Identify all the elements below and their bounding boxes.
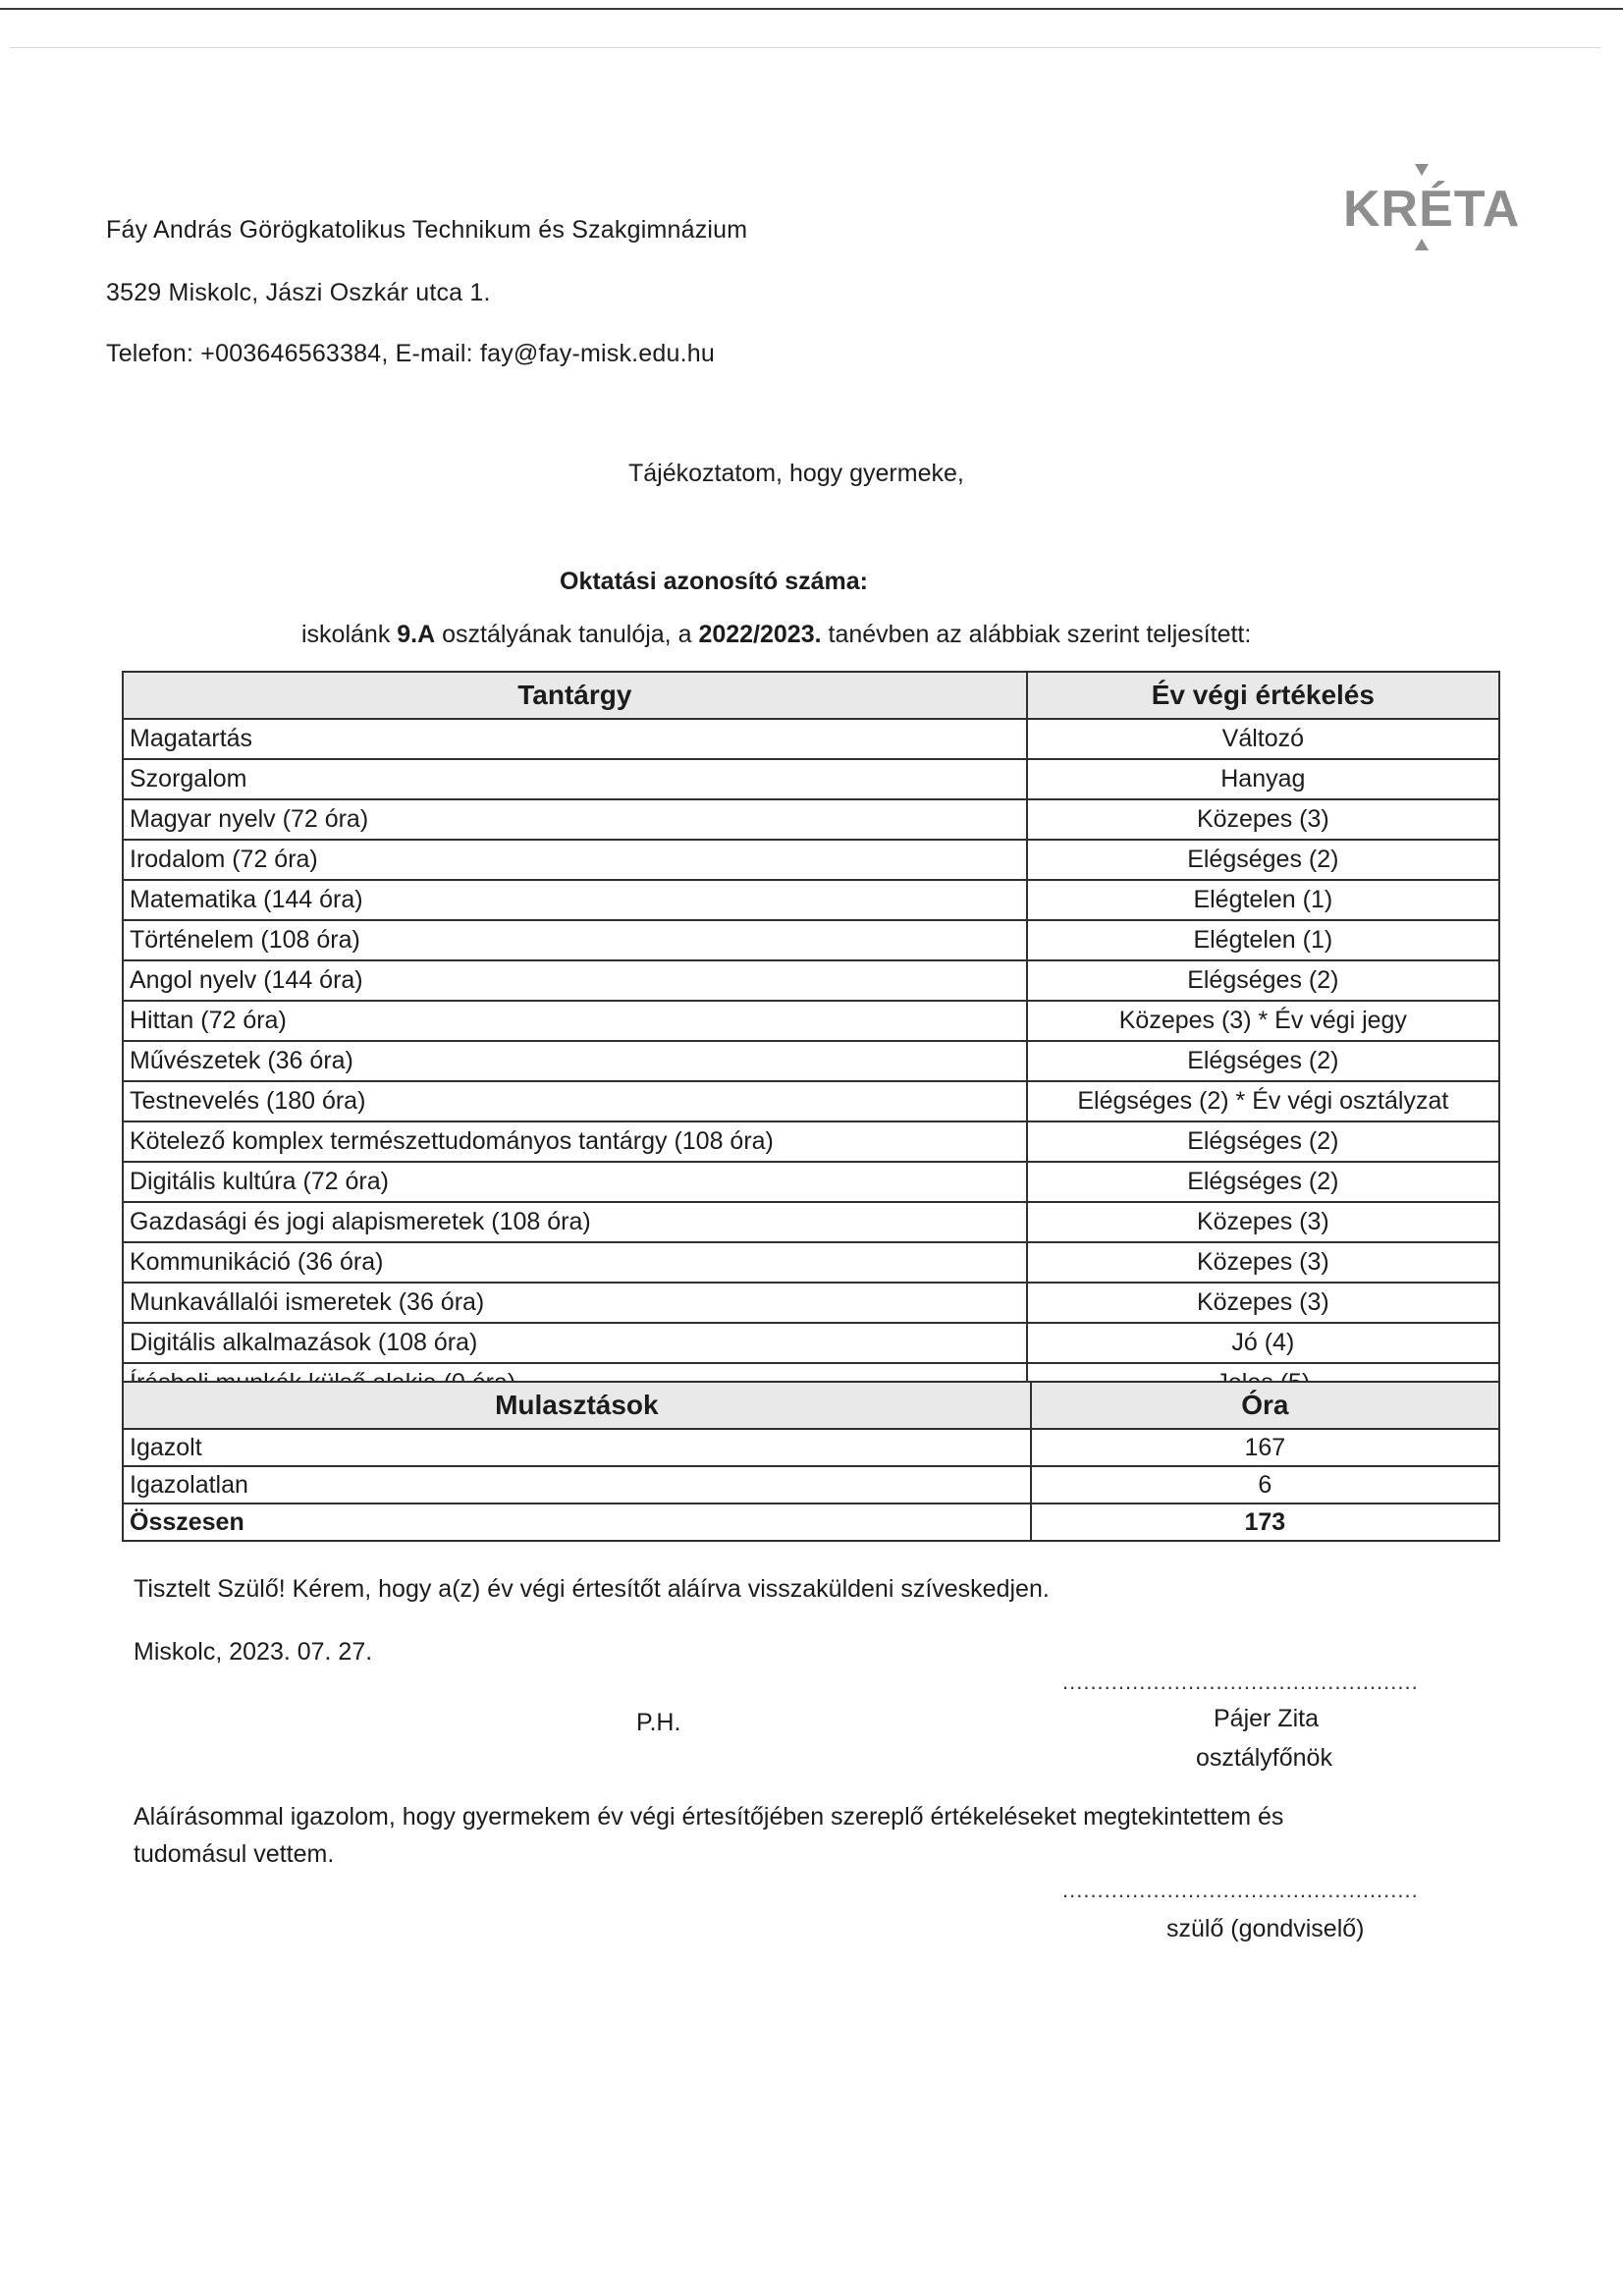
student-id-label: Oktatási azonosító száma: bbox=[560, 568, 868, 595]
grade-row bbox=[123, 1121, 1499, 1162]
grades-table bbox=[122, 671, 1500, 1404]
absence-row bbox=[123, 1466, 1499, 1503]
teacher-role: osztályfőnök bbox=[1196, 1744, 1332, 1772]
scan-edge-line bbox=[0, 8, 1623, 10]
grade-row bbox=[123, 1001, 1499, 1041]
grades-header-row bbox=[123, 672, 1499, 719]
absence-label-cell: Igazolt bbox=[123, 1429, 1031, 1466]
teacher-signature-line: ................................................... bbox=[1062, 1669, 1419, 1694]
grade-cell: Elégséges (2) bbox=[1027, 1041, 1499, 1081]
subject-cell: Kötelező komplex természettudományos tantárgy (108 óra) bbox=[123, 1121, 1027, 1162]
header-absences: Mulasztások bbox=[123, 1382, 1031, 1429]
scan-edge-line-light bbox=[10, 47, 1600, 48]
subject-cell: Kommunikáció (36 óra) bbox=[123, 1242, 1027, 1283]
subject-cell: Művészetek (36 óra) bbox=[123, 1041, 1027, 1081]
absences-total-row bbox=[123, 1503, 1499, 1541]
acknowledgement-line2: tudomásul vettem. bbox=[134, 1840, 335, 1868]
acknowledgement-line1: Aláírásommal igazolom, hogy gyermekem év végi értesítőjében szereplő értékeléseket megtekintettem és bbox=[134, 1803, 1284, 1831]
grade-cell: Közepes (3) bbox=[1027, 1242, 1499, 1283]
total-hours: 173 bbox=[1031, 1503, 1499, 1541]
grade-row bbox=[123, 719, 1499, 759]
grade-cell: Hanyag bbox=[1027, 759, 1499, 799]
grade-cell: Elégséges (2) bbox=[1027, 1121, 1499, 1162]
subject-cell: Magatartás bbox=[123, 719, 1027, 759]
grade-cell: Jó (4) bbox=[1027, 1323, 1499, 1363]
teacher-name: Pájer Zita bbox=[1214, 1705, 1319, 1732]
grade-row bbox=[123, 759, 1499, 799]
parent-role: szülő (gondviselő) bbox=[1166, 1915, 1365, 1942]
grade-row bbox=[123, 1202, 1499, 1242]
logo-text: KRÉTA bbox=[1343, 181, 1521, 238]
grade-cell: Elégtelen (1) bbox=[1027, 880, 1499, 920]
subject-cell: Irodalom (72 óra) bbox=[123, 840, 1027, 880]
grade-cell: Elégséges (2) * Év végi osztályzat bbox=[1027, 1081, 1499, 1121]
subject-cell: Magyar nyelv (72 óra) bbox=[123, 799, 1027, 840]
subject-cell: Digitális kultúra (72 óra) bbox=[123, 1162, 1027, 1202]
grade-cell: Elégséges (2) bbox=[1027, 960, 1499, 1001]
grade-row bbox=[123, 1041, 1499, 1081]
absences-header-row bbox=[123, 1382, 1499, 1429]
class-suffix: tanévben az alábbiak szerint teljesített: bbox=[828, 621, 1252, 648]
subject-cell: Hittan (72 óra) bbox=[123, 1001, 1027, 1041]
school-year: 2022/2023. bbox=[698, 621, 822, 648]
grade-cell: Közepes (3) bbox=[1027, 1202, 1499, 1242]
school-contact: Telefon: +003646563384, E-mail: fay@fay-misk.edu.hu bbox=[106, 340, 715, 367]
subject-cell: Angol nyelv (144 óra) bbox=[123, 960, 1027, 1001]
grade-row bbox=[123, 1081, 1499, 1121]
subject-cell: Történelem (108 óra) bbox=[123, 920, 1027, 960]
logo-triangle-down-icon bbox=[1415, 164, 1429, 176]
subject-cell: Munkavállalói ismeretek (36 óra) bbox=[123, 1283, 1027, 1323]
grade-cell: Közepes (3) bbox=[1027, 799, 1499, 840]
grade-row bbox=[123, 1283, 1499, 1323]
logo-triangle-up-icon bbox=[1415, 239, 1429, 250]
place-date: Miskolc, 2023. 07. 27. bbox=[134, 1638, 373, 1666]
parent-signature-line: ................................................... bbox=[1062, 1878, 1419, 1902]
subject-cell: Testnevelés (180 óra) bbox=[123, 1081, 1027, 1121]
grade-row bbox=[123, 1323, 1499, 1363]
grade-row bbox=[123, 1242, 1499, 1283]
grade-cell: Közepes (3) bbox=[1027, 1283, 1499, 1323]
absence-row bbox=[123, 1429, 1499, 1466]
grade-cell: Elégséges (2) bbox=[1027, 840, 1499, 880]
class-sentence bbox=[301, 621, 1251, 649]
subject-cell: Szorgalom bbox=[123, 759, 1027, 799]
absences-table bbox=[122, 1381, 1500, 1542]
header-subject: Tantárgy bbox=[123, 672, 1027, 719]
header-grade: Év végi értékelés bbox=[1027, 672, 1499, 719]
class-mid: osztályának tanulója, a bbox=[442, 621, 692, 648]
grade-row bbox=[123, 799, 1499, 840]
grade-cell: Változó bbox=[1027, 719, 1499, 759]
grade-cell: Elégséges (2) bbox=[1027, 1162, 1499, 1202]
absence-hours-cell: 6 bbox=[1031, 1466, 1499, 1503]
class-prefix: iskolánk bbox=[301, 621, 391, 648]
grade-row bbox=[123, 960, 1499, 1001]
intro-line: Tájékoztatom, hogy gyermeke, bbox=[628, 460, 964, 487]
subject-cell: Gazdasági és jogi alapismeretek (108 óra) bbox=[123, 1202, 1027, 1242]
grade-cell: Közepes (3) * Év végi jegy bbox=[1027, 1001, 1499, 1041]
grade-row bbox=[123, 920, 1499, 960]
grade-row bbox=[123, 840, 1499, 880]
grade-row bbox=[123, 1162, 1499, 1202]
absence-label-cell: Igazolatlan bbox=[123, 1466, 1031, 1503]
subject-cell: Digitális alkalmazások (108 óra) bbox=[123, 1323, 1027, 1363]
school-name: Fáy András Görögkatolikus Technikum és Szakgimnázium bbox=[106, 216, 748, 244]
seal-label: P.H. bbox=[636, 1709, 681, 1736]
absences-body bbox=[123, 1429, 1499, 1503]
parent-request: Tisztelt Szülő! Kérem, hogy a(z) év végi értesítőt aláírva visszaküldeni szíveskedjen. bbox=[134, 1575, 1050, 1603]
total-label: Összesen bbox=[123, 1503, 1031, 1541]
class-name: 9.A bbox=[397, 621, 436, 648]
grades-body bbox=[123, 719, 1499, 1403]
subject-cell: Matematika (144 óra) bbox=[123, 880, 1027, 920]
header-hours: Óra bbox=[1031, 1382, 1499, 1429]
school-address: 3529 Miskolc, Jászi Oszkár utca 1. bbox=[106, 279, 491, 306]
kreta-logo bbox=[1343, 162, 1521, 250]
grade-row bbox=[123, 880, 1499, 920]
grade-cell: Elégtelen (1) bbox=[1027, 920, 1499, 960]
absence-hours-cell: 167 bbox=[1031, 1429, 1499, 1466]
